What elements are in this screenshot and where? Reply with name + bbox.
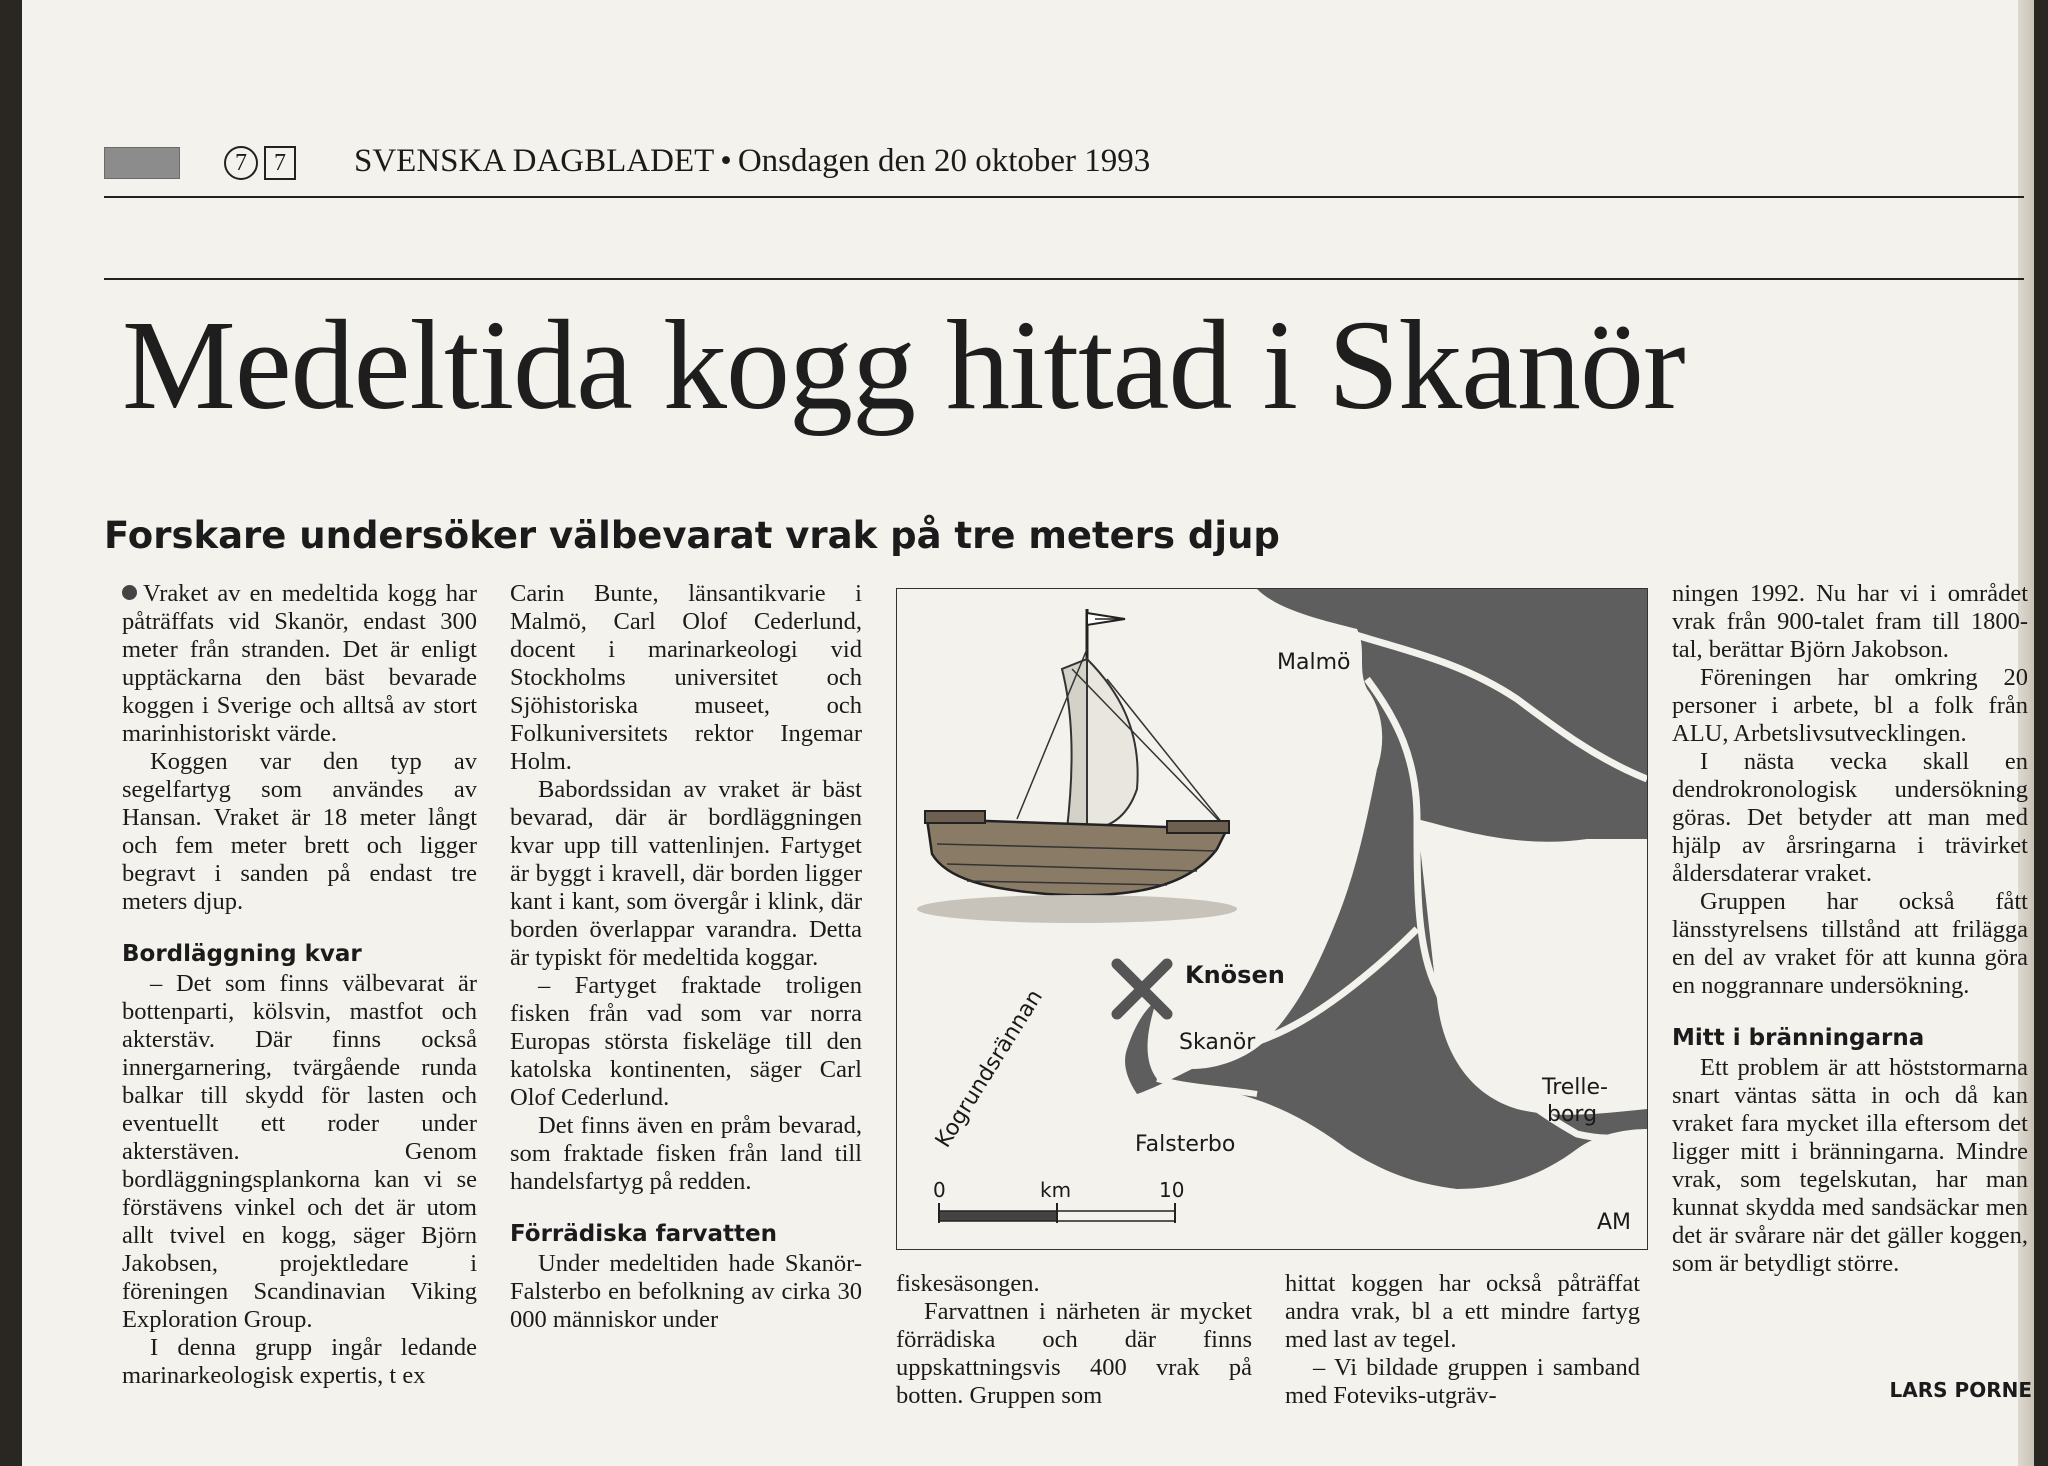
page-number-circle: 7 <box>224 146 258 180</box>
paragraph: I nästa vecka skall en dendrokronologisk undersökning göras. Det betyder att man med hjälp av årsringarna i trävirket åldersdaterar vraket. <box>1672 748 2028 887</box>
page-header <box>104 138 2024 188</box>
label-trelleborg-1: Trelle- <box>1542 1075 1608 1100</box>
article-column-4 <box>1285 1270 1640 1410</box>
paragraph: hittat koggen har också påträffat andra vrak, bl a ett mindre fartyg med last av tegel. <box>1285 1270 1640 1353</box>
article-column-5 <box>1672 580 2028 1278</box>
scale-start: 0 <box>933 1178 946 1202</box>
paragraph: Det finns även en pråm bevarad, som fraktade fisken från land till handelsfartyg på redden. <box>510 1112 862 1195</box>
paragraph: Föreningen har omkring 20 personer i arbete, bl a folk från ALU, Arbetslivsutvecklingen. <box>1672 664 2028 747</box>
map-scale-bar <box>933 1178 1184 1223</box>
paragraph: – Vi bildade gruppen i samband med Foteviks-utgräv- <box>1285 1354 1640 1409</box>
paragraph: Ett problem är att höststormarna snart väntas sätta in och då kan vraket fara mycket illa eftersom det ligger mitt i bränningarna. Mindre vrak, som tegelskutan, har man kunnat skydda med sandsäckar men det är svårare när det gäller koggen, som är betydligt större. <box>1672 1054 2028 1277</box>
headline-rule <box>104 278 2024 280</box>
label-knosen: Knösen <box>1185 961 1285 989</box>
bullet-icon <box>122 585 137 600</box>
subhead-mitt-i-branningarna: Mitt i bränningarna <box>1672 1025 1925 1051</box>
paragraph: Babordssidan av vraket är bäst bevarad, där är bordläggningen kvar upp till vattenlinjen. Fartyget är byggt i kravell, där borden ligger kant i kant, som övergår i klink, där borden överlappar varandra. Detta är typiskt för medeltida koggar. <box>510 776 862 971</box>
newspaper-clipping <box>22 0 2034 1466</box>
scale-end: 10 <box>1159 1178 1185 1202</box>
label-trelleborg-2: borg <box>1547 1102 1598 1127</box>
article-column-1 <box>122 580 477 1390</box>
label-skanor: Skanör <box>1179 1030 1256 1055</box>
section-marker <box>104 147 180 179</box>
paragraph: fiskesäsongen. <box>896 1270 1040 1297</box>
label-falsterbo: Falsterbo <box>1135 1132 1236 1157</box>
subhead-bordlaggning: Bordläggning kvar <box>122 941 362 967</box>
masthead <box>354 138 1150 184</box>
newspaper-name: SVENSKA DAGBLADET <box>354 143 715 179</box>
paragraph: Gruppen har också fått länsstyrelsens tillstånd att frilägga en del av vraket för att kunna göra en noggrannare undersökning. <box>1672 888 2028 999</box>
map-credit: AM <box>1597 1210 1632 1235</box>
paragraph: Farvattnen i närheten är mycket förrädiska och där finns uppskattningsvis 400 vrak på botten. Gruppen som <box>896 1298 1252 1409</box>
article-column-3 <box>896 1270 1252 1410</box>
page-number-box: 7 <box>264 146 296 180</box>
lead-paragraph: Vraket av en medeltida kogg har påträffats vid Skanör, endast 300 meter från stranden. Det är enligt upptäckarna den bäst bevarade koggen i Sverige och alltså av stort marinhistoriskt värde. <box>122 580 477 747</box>
label-kogrundsrannan: Kogrundsrännan <box>930 985 1048 1153</box>
label-malmo: Malmö <box>1277 650 1351 675</box>
article-column-2 <box>510 580 862 1334</box>
subheadline: Forskare undersöker välbevarat vrak på tre meters djup <box>104 514 1280 557</box>
map-svg <box>897 589 1647 1249</box>
scale-unit: km <box>1040 1178 1072 1202</box>
paragraph: Koggen var den typ av segelfartyg som användes av Hansan. Vraket är 18 meter långt och fem meter brett och ligger begravt i sanden på endast tre meters djup. <box>122 748 477 915</box>
paragraph: – Det som finns välbevarat är bottenparti, kölsvin, mastfot och akterstäv. Där finns också innergarnering, tvärgående runda balkar till skydd för lasten och eventuellt ett roder under akterstäven. Genom bordläggningsplankorna kan vi se förstävens vinkel och det är utom allt tvivel en kogg, säger Björn Jakobsen, projektledare i föreningen Scandinavian Viking Exploration Group. <box>122 970 477 1333</box>
paragraph: – Fartyget fraktade troligen fisken från vad som var norra Europas största fiskeläge till den katolska kontinenten, säger Carl Olof Cederlund. <box>510 972 862 1111</box>
byline: LARS PORNE <box>1889 1378 2032 1402</box>
subhead-forradiska: Förrädiska farvatten <box>510 1221 777 1247</box>
paragraph: ningen 1992. Nu har vi i området vrak från 900-talet fram till 1800-tal, berättar Björn Jakobson. <box>1672 580 2028 663</box>
header-rule <box>104 196 2024 198</box>
wreck-location-marker <box>1117 964 1167 1014</box>
paragraph: Carin Bunte, länsantikvarie i Malmö, Carl Olof Cederlund, docent i marinarkeologi vid Stockholms universitet och Sjöhistoriska museet, och Folkuniversitets rektor Ingemar Holm. <box>510 580 862 775</box>
cog-ship-illustration <box>917 609 1237 923</box>
paragraph: I denna grupp ingår ledande marinarkeologisk expertis, t ex <box>122 1334 477 1389</box>
issue-date: Onsdagen den 20 oktober 1993 <box>737 143 1151 179</box>
map-graphic <box>896 588 1648 1250</box>
masthead-separator: • <box>720 143 732 179</box>
headline: Medeltida kogg hittad i Skanör <box>122 294 1685 436</box>
paragraph: Under medeltiden hade Skanör-Falsterbo en befolkning av cirka 30 000 människor under <box>510 1250 862 1333</box>
